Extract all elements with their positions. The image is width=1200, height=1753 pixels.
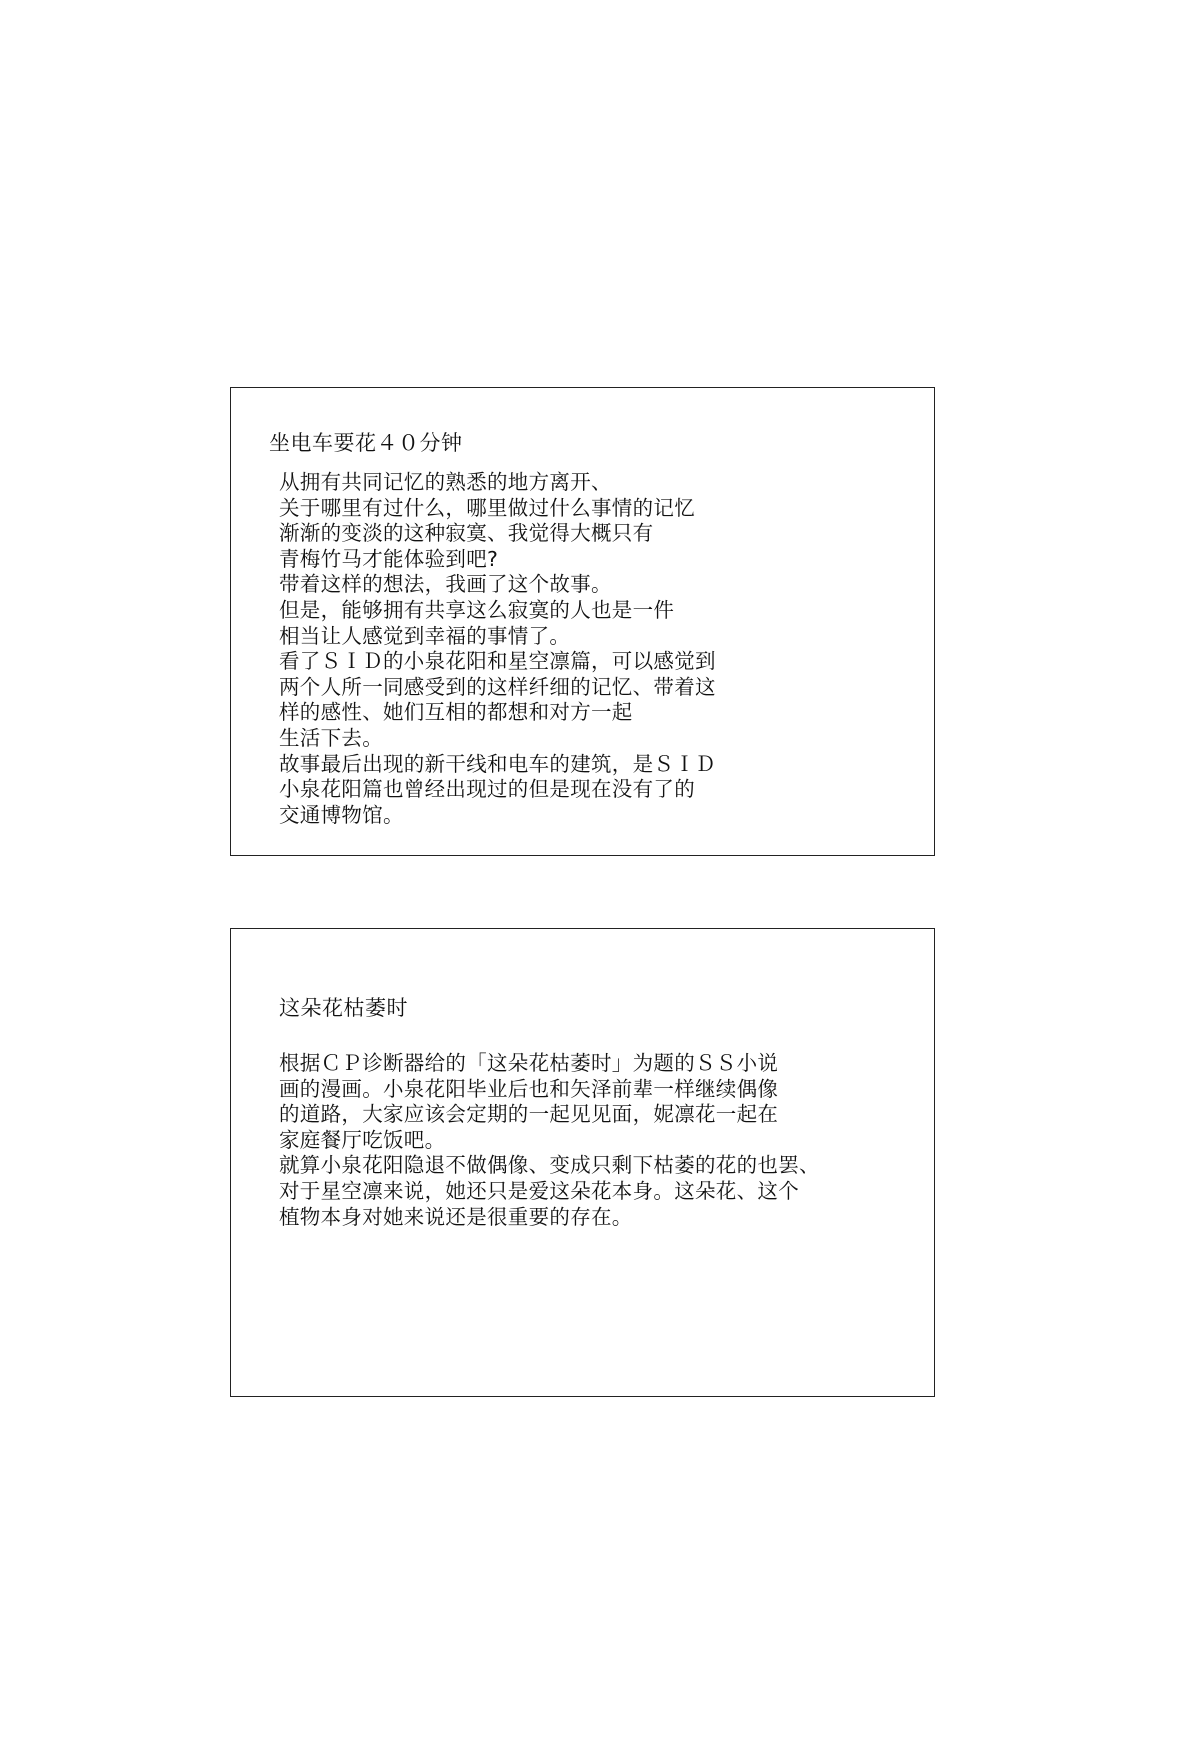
note-line: 就算小泉花阳隐退不做偶像、变成只剩下枯萎的花的也罢、 bbox=[279, 1153, 820, 1178]
note-line: 但是，能够拥有共享这么寂寞的人也是一件 bbox=[279, 597, 675, 622]
note-line: 故事最后出现的新干线和电车的建筑，是ＳＩＤ bbox=[279, 751, 716, 776]
note-line: 从拥有共同记忆的熟悉的地方离开、 bbox=[279, 470, 612, 494]
note-body bbox=[279, 1051, 820, 1230]
note-line: 家庭餐厅吃饭吧。 bbox=[279, 1127, 446, 1152]
note-line: 的道路，大家应该会定期的一起见见面，妮凛花一起在 bbox=[279, 1102, 779, 1127]
note-line: 关于哪里有过什么，哪里做过什么事情的记忆 bbox=[279, 495, 695, 520]
afterword-box-flower bbox=[230, 928, 935, 1397]
note-line: 两个人所一同感受到的这样纤细的记忆、带着这 bbox=[279, 674, 716, 699]
note-body bbox=[279, 470, 716, 828]
note-line: 交通博物馆。 bbox=[279, 802, 404, 827]
note-line: 看了ＳＩＤ的小泉花阳和星空凛篇，可以感觉到 bbox=[279, 649, 716, 674]
note-line: 样的感性、她们互相的都想和对方一起 bbox=[279, 700, 633, 725]
afterword-box-train bbox=[230, 387, 935, 856]
note-line: 渐渐的变淡的这种寂寞、我觉得大概只有 bbox=[279, 521, 654, 546]
note-line: 对于星空凛来说，她还只是爱这朵花本身。这朵花、这个 bbox=[279, 1178, 799, 1203]
note-title: 坐电车要花４０分钟 bbox=[269, 431, 463, 455]
note-line: 青梅竹马才能体验到吧? bbox=[279, 546, 499, 571]
note-line: 画的漫画。小泉花阳毕业后也和矢泽前辈一样继续偶像 bbox=[279, 1076, 779, 1101]
note-line: 相当让人感觉到幸福的事情了。 bbox=[279, 623, 571, 648]
note-line: 生活下去。 bbox=[279, 725, 383, 750]
note-line: 植物本身对她来说还是很重要的存在。 bbox=[279, 1204, 633, 1229]
note-line: 根据ＣＰ诊断器给的「这朵花枯萎时」为题的ＳＳ小说 bbox=[279, 1051, 779, 1075]
note-title: 这朵花枯萎时 bbox=[279, 996, 408, 1020]
note-line: 带着这样的想法，我画了这个故事。 bbox=[279, 572, 612, 597]
note-line: 小泉花阳篇也曾经出现过的但是现在没有了的 bbox=[279, 777, 695, 802]
